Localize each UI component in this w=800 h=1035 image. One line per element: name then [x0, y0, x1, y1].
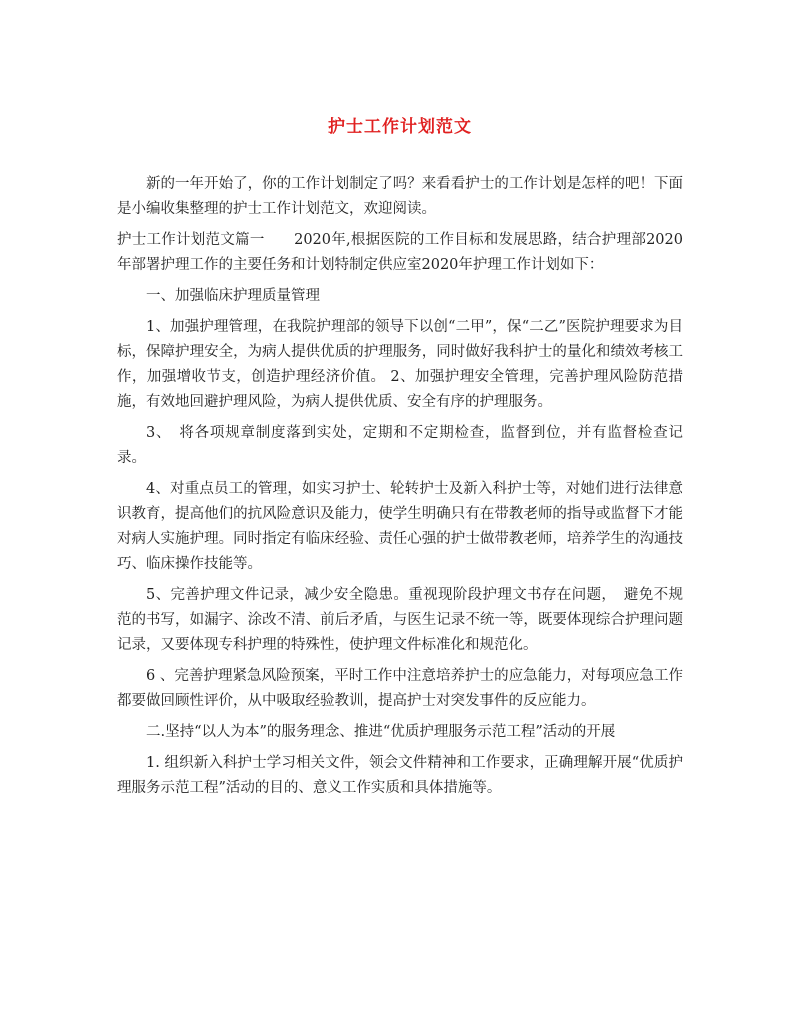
paragraph-item-6: 6 、完善护理紧急风险预案，平时工作中注意培养护士的应急能力，对每项应急工作都要做回顾性评价，从中吸取经验教训，提高护士对突发事件的反应能力。: [117, 668, 683, 709]
paragraph-intro: 新的一年开始了，你的工作计划制定了吗？来看看护士的工作计划是怎样的吧！下面是小编收集整理的护士工作计划范文，欢迎阅读。: [117, 176, 683, 217]
document-body: [117, 172, 683, 807]
document-title: 护士工作计划范文: [328, 117, 472, 137]
paragraph-item-5: 5、完善护理文件记录，减少安全隐患。重视现阶段护理文书存在问题， 避免不规范的书写，如漏字、涂改不清、前后矛盾，与医生记录不统一等，既要体现综合护理问题记录，又要体现专科护理的特殊性，使护理文件标准化和规范化。: [117, 587, 683, 653]
paragraph-section-2-heading: 二.坚持“以人为本”的服务理念、推进“优质护理服务示范工程”活动的开展: [146, 724, 616, 740]
paragraph-item-3: 3、 将各项规章制度落到实处，定期和不定期检查，监督到位，并有监督检查记录。: [117, 425, 683, 466]
paragraph-item-1-2: 1、加强护理管理，在我院护理部的领导下以创“二甲”，保“二乙”医院护理要求为目标，保障护理安全，为病人提供优质的护理服务，同时做好我科护士的量化和绩效考核工作，加强增收节支，创造护理经济价值。 2、加强护理安全管理，完善护理风险防范措施，有效地回避护理风险，为病人提供优质、安全有序的护理服务。: [117, 319, 683, 410]
paragraph-plan-one-opening: 护士工作计划范文篇一 2020年,根据医院的工作目标和发展思路，结合护理部2020年部署护理工作的主要任务和计划特制定供应室2020年护理工作计划如下：: [117, 232, 683, 273]
paragraph-section-2-item-1: 1. 组织新入科护士学习相关文件，领会文件精神和工作要求，正确理解开展“优质护理服务示范工程”活动的目的、意义工作实质和具体措施等。: [117, 755, 683, 796]
paragraph-item-4: 4、对重点员工的管理，如实习护士、轮转护士及新入科护士等，对她们进行法律意识教育，提高他们的抗风险意识及能力，使学生明确只有在带教老师的指导或监督下才能对病人实施护理。同时指定有临床经验、责任心强的护士做带教老师，培养学生的沟通技巧、临床操作技能等。: [117, 481, 683, 572]
paragraph-section-1-heading: 一、加强临床护理质量管理: [146, 288, 320, 304]
